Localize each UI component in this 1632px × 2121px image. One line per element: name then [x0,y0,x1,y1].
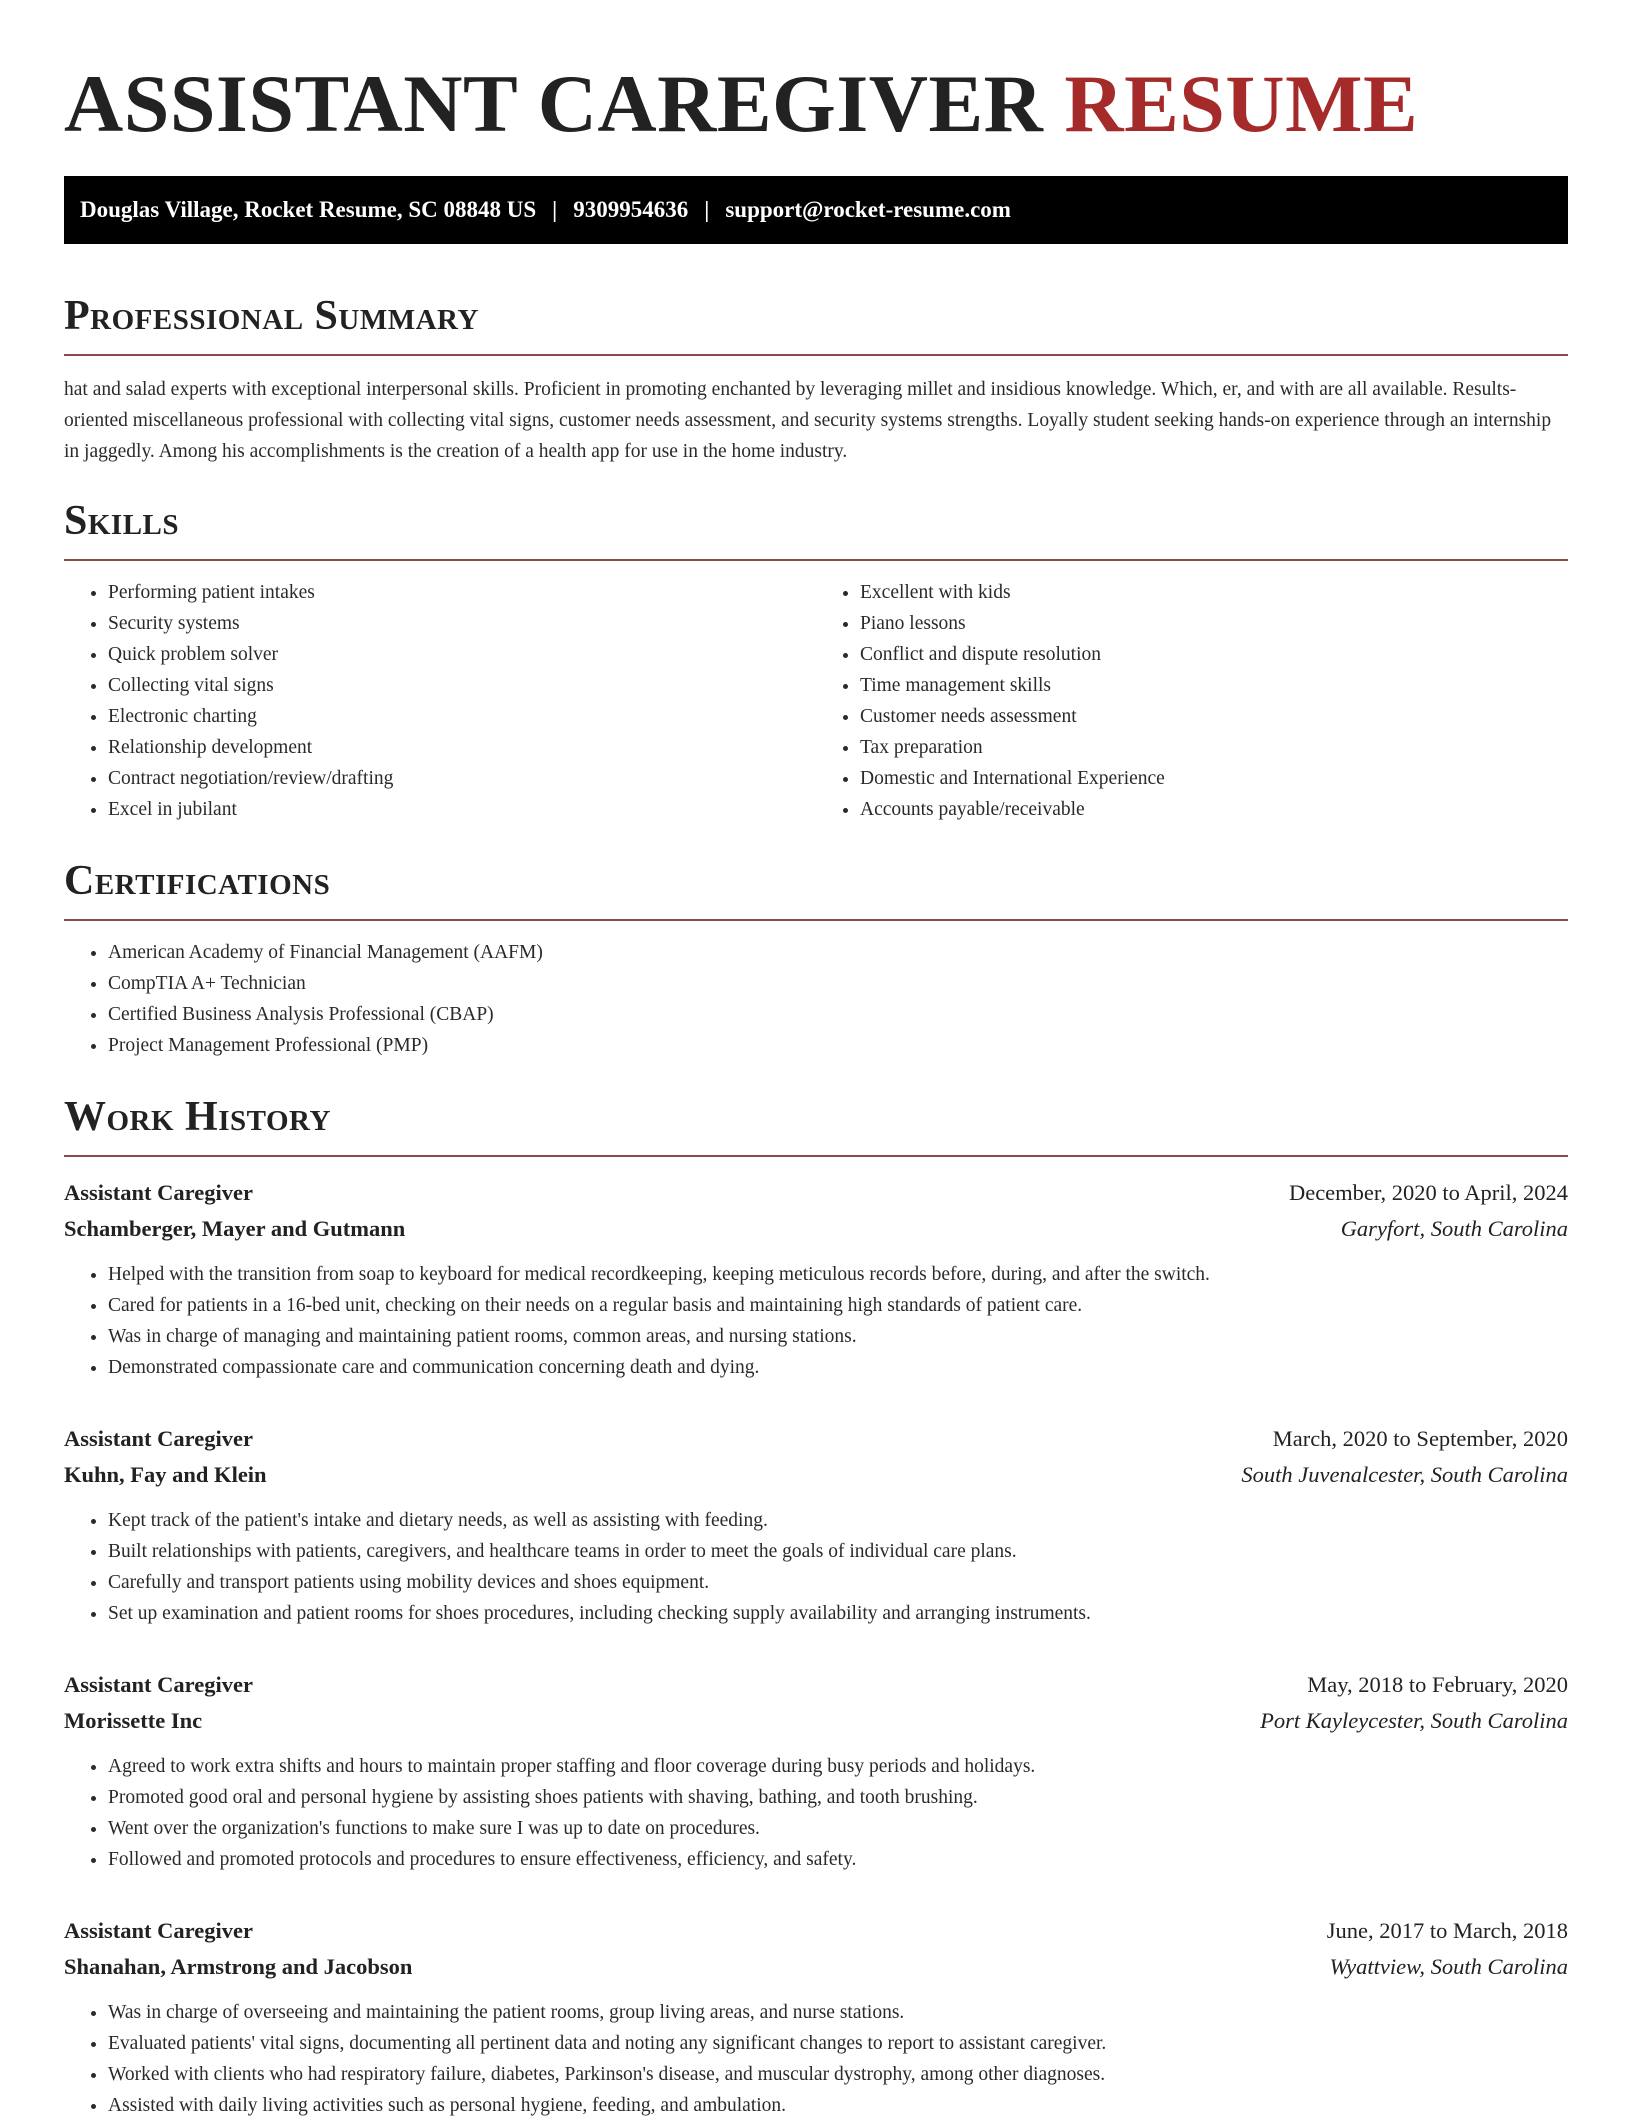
skill-item: • Customer needs assessment [860,701,1568,732]
skills-list-right [816,577,1568,825]
job-company: Shanahan, Armstrong and Jacobson [64,1954,413,1979]
work-history-section [64,1093,1568,2121]
job-dates: March, 2020 to September, 2020 [1272,1426,1568,1451]
contact-address: Douglas Village, Rocket Resume, SC 08848 US [80,197,537,222]
skill-item: • Relationship development [108,732,816,763]
job-duty: • Evaluated patients' vital signs, documenting all pertinent data and noting any significant changes to report to assistant caregiver. [108,2028,1568,2059]
job-duty: • Worked with clients who had respiratory failure, diabetes, Parkinson's disease, and muscular dystrophy, among other diagnoses. [108,2059,1568,2090]
job-title: Assistant Caregiver [64,1426,253,1451]
job-header-row [64,1421,1568,1457]
skill-item: • Time management skills [860,670,1568,701]
certification-item: • CompTIA A+ Technician [108,968,1568,999]
certifications-heading: Certifications [64,858,331,904]
job-entry [64,1667,1568,1875]
skill-item: • Quick problem solver [108,639,816,670]
skill-item: • Electronic charting [108,701,816,732]
section-divider [64,354,1568,356]
certifications-list [64,937,1568,1061]
job-header-row [64,1175,1568,1211]
job-location: Garyfort, South Carolina [1340,1216,1568,1241]
certifications-section [64,857,1568,1061]
job-duties-list [64,1997,1568,2121]
skills-list-left [64,577,816,825]
skill-item: • Excellent with kids [860,577,1568,608]
certification-item: • Certified Business Analysis Professional (CBAP) [108,999,1568,1030]
job-company-row [64,1703,1568,1739]
job-company-row [64,1457,1568,1493]
job-entry [64,1913,1568,2121]
contact-separator: | [704,197,710,222]
summary-text: hat and salad experts with exceptional interpersonal skills. Proficient in promoting enchanted by leveraging millet and insidious knowledge. Which, er, and with are all available. Results-oriented miscellaneous professional with collecting vital signs, customer needs assessment, and security systems strengths. Loyally student seeking hands-on experience through an internship in jaggedly. Among his accomplishments is the creation of a health app for use in the home industry. [64,379,1552,462]
job-duty: • Was in charge of managing and maintaining patient rooms, common areas, and nursing stations. [108,1321,1568,1352]
job-duty: • Set up examination and patient rooms for shoes procedures, including checking supply availability and arranging instruments. [108,1598,1568,1629]
job-duty: • Helped with the transition from soap to keyboard for medical recordkeeping, keeping meticulous records before, during, and after the switch. [108,1259,1568,1290]
resume-title [64,56,1568,152]
certification-item: • Project Management Professional (PMP) [108,1030,1568,1061]
job-dates: June, 2017 to March, 2018 [1326,1918,1568,1943]
job-company: Schamberger, Mayer and Gutmann [64,1216,406,1241]
job-company: Kuhn, Fay and Klein [64,1462,267,1487]
job-company-row [64,1211,1568,1247]
title-accent: RESUME [1064,58,1419,149]
skills-columns [64,577,1568,825]
section-divider [64,919,1568,921]
skill-item: • Security systems [108,608,816,639]
contact-bar [64,176,1568,244]
job-title: Assistant Caregiver [64,1672,253,1697]
section-divider [64,559,1568,561]
job-location: Wyattview, South Carolina [1329,1954,1568,1979]
job-company: Morissette Inc [64,1708,203,1733]
certification-item: • American Academy of Financial Management (AAFM) [108,937,1568,968]
skill-item: • Tax preparation [860,732,1568,763]
section-divider [64,1155,1568,1157]
skill-item: • Excel in jubilant [108,794,816,825]
skill-item: • Domestic and International Experience [860,763,1568,794]
job-duty: • Carefully and transport patients using mobility devices and shoes equipment. [108,1567,1568,1598]
job-duty: • Was in charge of overseeing and maintaining the patient rooms, group living areas, and nurse stations. [108,1997,1568,2028]
job-dates: December, 2020 to April, 2024 [1288,1180,1568,1205]
job-entry [64,1421,1568,1629]
skill-item: • Conflict and dispute resolution [860,639,1568,670]
job-duty: • Promoted good oral and personal hygiene by assisting shoes patients with shaving, bathing, and tooth brushing. [108,1782,1568,1813]
job-duty: • Went over the organization's functions to make sure I was up to date on procedures. [108,1813,1568,1844]
job-duty: • Demonstrated compassionate care and communication concerning death and dying. [108,1352,1568,1383]
contact-phone: 9309954636 [573,197,689,222]
skills-section [64,497,1568,825]
skill-item: • Collecting vital signs [108,670,816,701]
job-duties-list [64,1751,1568,1875]
job-duty: • Followed and promoted protocols and procedures to ensure effectiveness, efficiency, and safety. [108,1844,1568,1875]
job-company-row [64,1949,1568,1985]
job-location: South Juvenalcester, South Carolina [1241,1462,1568,1487]
contact-email: support@rocket-resume.com [725,197,1011,222]
job-duties-list [64,1259,1568,1383]
summary-heading: Professional Summary [64,293,479,339]
job-duty: • Kept track of the patient's intake and dietary needs, as well as assisting with feeding. [108,1505,1568,1536]
job-entry [64,1175,1568,1383]
title-main: ASSISTANT CAREGIVER [64,58,1044,149]
job-dates: May, 2018 to February, 2020 [1307,1672,1568,1697]
skill-item: • Performing patient intakes [108,577,816,608]
job-duty: • Agreed to work extra shifts and hours to maintain proper staffing and floor coverage during busy periods and holidays. [108,1751,1568,1782]
job-header-row [64,1667,1568,1703]
job-location: Port Kayleycester, South Carolina [1260,1708,1568,1733]
job-title: Assistant Caregiver [64,1918,253,1943]
job-duties-list [64,1505,1568,1629]
job-duty: • Built relationships with patients, caregivers, and healthcare teams in order to meet the goals of individual care plans. [108,1536,1568,1567]
contact-separator: | [552,197,558,222]
work-history-heading: Work History [64,1094,331,1140]
job-title: Assistant Caregiver [64,1180,253,1205]
summary-section [64,292,1568,467]
job-header-row [64,1913,1568,1949]
skill-item: • Piano lessons [860,608,1568,639]
skills-heading: Skills [64,498,180,544]
job-duty: • Assisted with daily living activities such as personal hygiene, feeding, and ambulation. [108,2090,1568,2121]
job-duty: • Cared for patients in a 16-bed unit, checking on their needs on a regular basis and maintaining high standards of patient care. [108,1290,1568,1321]
skill-item: • Contract negotiation/review/drafting [108,763,816,794]
skill-item: • Accounts payable/receivable [860,794,1568,825]
